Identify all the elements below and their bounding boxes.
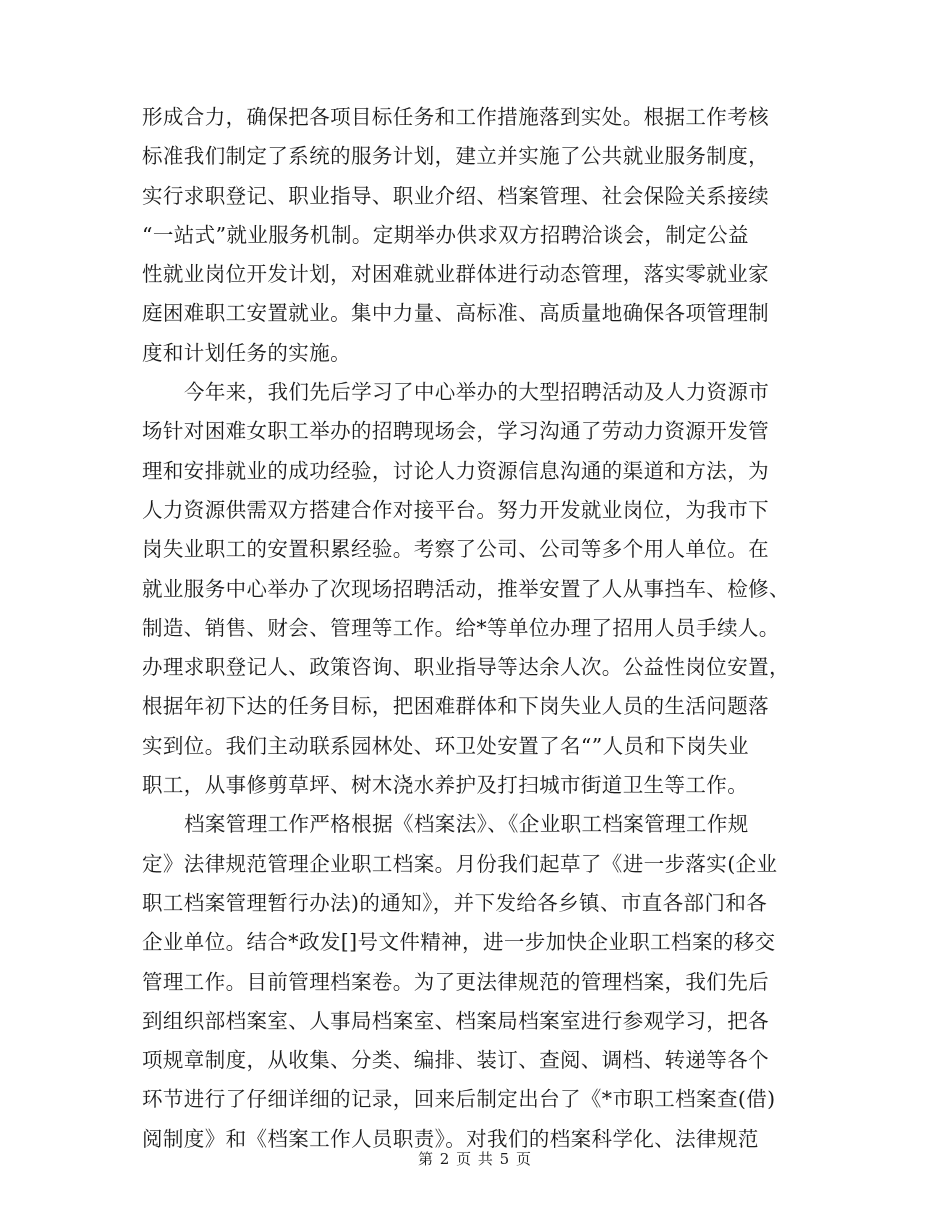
text-line: 制造、销售、财会、管理等工作。给*等单位办理了招用人员手续人。 [142, 615, 780, 640]
text-line: “一站式”就业服务机制。定期举办供求双方招聘洽谈会，制定公益 [142, 222, 749, 247]
text-line: 庭困难职工安置就业。集中力量、高标准、高质量地确保各项管理制 [142, 301, 769, 326]
text-line: 根据年初下达的任务目标，把困难群体和下岗失业人员的生活问题落 [142, 694, 769, 719]
text-line: 职工档案管理暂行办法)的通知》，并下发给各乡镇、市直各部门和各 [142, 890, 768, 915]
page-number-footer: 第 2 页 共 5 页 [418, 1150, 532, 1168]
text-line: 到组织部档案室、人事局档案室、档案局档案室进行参观学习，把各 [142, 1008, 769, 1033]
text-line: 形成合力，确保把各项目标任务和工作措施落到实处。根据工作考核 [142, 105, 769, 129]
text-line: 阅制度》和《档案工作人员职责》。对我们的档案科学化、法律规范 [142, 1126, 759, 1151]
text-line: 管理工作。目前管理档案卷。为了更法律规范的管理档案，我们先后 [142, 969, 769, 994]
text-line: 标准我们制定了系统的服务计划，建立并实施了公共就业服务制度， [142, 144, 769, 169]
text-line: 定》法律规范管理企业职工档案。月份我们起草了《进一步落实(企业 [142, 851, 778, 876]
text-line: 人力资源供需双方搭建合作对接平台。努力开发就业岗位，为我市下 [142, 497, 769, 522]
text-line: 理和安排就业的成功经验，讨论人力资源信息沟通的渠道和方法，为 [142, 458, 769, 483]
text-line: 性就业岗位开发计划，对困难就业群体进行动态管理，落实零就业家 [142, 262, 769, 287]
text-line: 度和计划任务的实施。 [142, 340, 351, 365]
paragraph-3 [142, 805, 810, 1159]
text-line: 实到位。我们主动联系园林处、环卫处安置了名“”人员和下岗失业 [142, 733, 749, 758]
document-body [142, 98, 810, 1159]
text-line: 档案管理工作严格根据《档案法》、《企业职工档案管理工作规 [184, 812, 749, 837]
paragraph-1 [142, 98, 810, 373]
text-line: 岗失业职工的安置积累经验。考察了公司、公司等多个用人单位。在 [142, 537, 769, 562]
text-line: 企业单位。结合*政发[]号文件精神，进一步加快企业职工档案的移交 [142, 930, 776, 955]
text-line: 环节进行了仔细详细的记录，回来后制定出台了《*市职工档案查(借) [142, 1087, 776, 1112]
text-line: 项规章制度，从收集、分类、编排、装订、查阅、调档、转递等各个 [142, 1048, 769, 1073]
text-line: 办理求职登记人、政策咨询、职业指导等达余人次。公益性岗位安置， [142, 655, 790, 680]
text-line: 就业服务中心举办了次现场招聘活动，推举安置了人从事挡车、检修、 [142, 576, 790, 601]
text-line: 实行求职登记、职业指导、职业介绍、档案管理、社会保险关系接续 [142, 183, 769, 208]
text-line: 场针对困难女职工举办的招聘现场会，学习沟通了劳动力资源开发管 [142, 419, 769, 444]
paragraph-2 [142, 373, 810, 805]
text-line: 职工，从事修剪草坪、树木浇水养护及打扫城市街道卫生等工作。 [142, 773, 749, 798]
text-line: 今年来，我们先后学习了中心举办的大型招聘活动及人力资源市 [184, 380, 770, 405]
